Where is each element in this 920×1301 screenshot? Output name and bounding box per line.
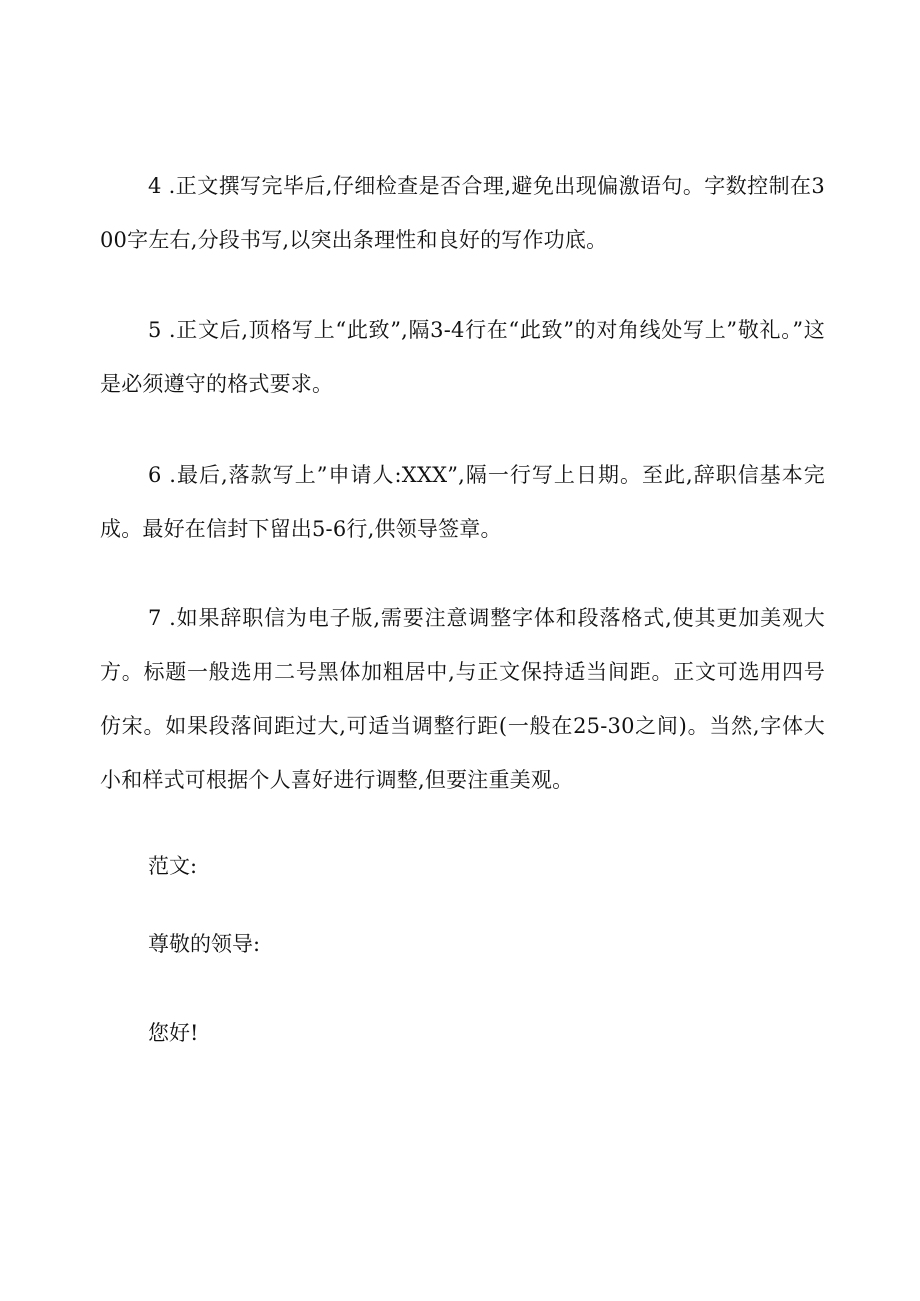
paragraph-item-5: 5 .正文后,顶格写上“此致”,隔3-4行在“此致”的对角线处写上”敬礼。”这是必须遵守的格式要求。: [100, 318, 825, 396]
sample-label: 范文:: [148, 854, 198, 878]
paragraph-item-7: 7 .如果辞职信为电子版,需要注意调整字体和段落格式,使其更加美观大方。标题一般选用二号黑体加粗居中,与正文保持适当间距。正文可选用四号仿宋。如果段落间距过大,可适当调整行距(一般在25-30之间)。当然,字体大小和样式可根据个人喜好进行调整,但要注重美观。: [100, 606, 825, 792]
paragraph-item-6: 6 .最后,落款写上”申请人:XXX”,隔一行写上日期。至此,辞职信基本完成。最好在信封下留出5-6行,供领导签章。: [100, 463, 825, 541]
letter-salutation: 尊敬的领导:: [148, 932, 261, 956]
paragraph-item-4: 4 .正文撰写完毕后,仔细检查是否合理,避免出现偏激语句。字数控制在300字左右,分段书写,以突出条理性和良好的写作功底。: [100, 174, 825, 252]
letter-greeting: 您好!: [148, 1021, 199, 1045]
